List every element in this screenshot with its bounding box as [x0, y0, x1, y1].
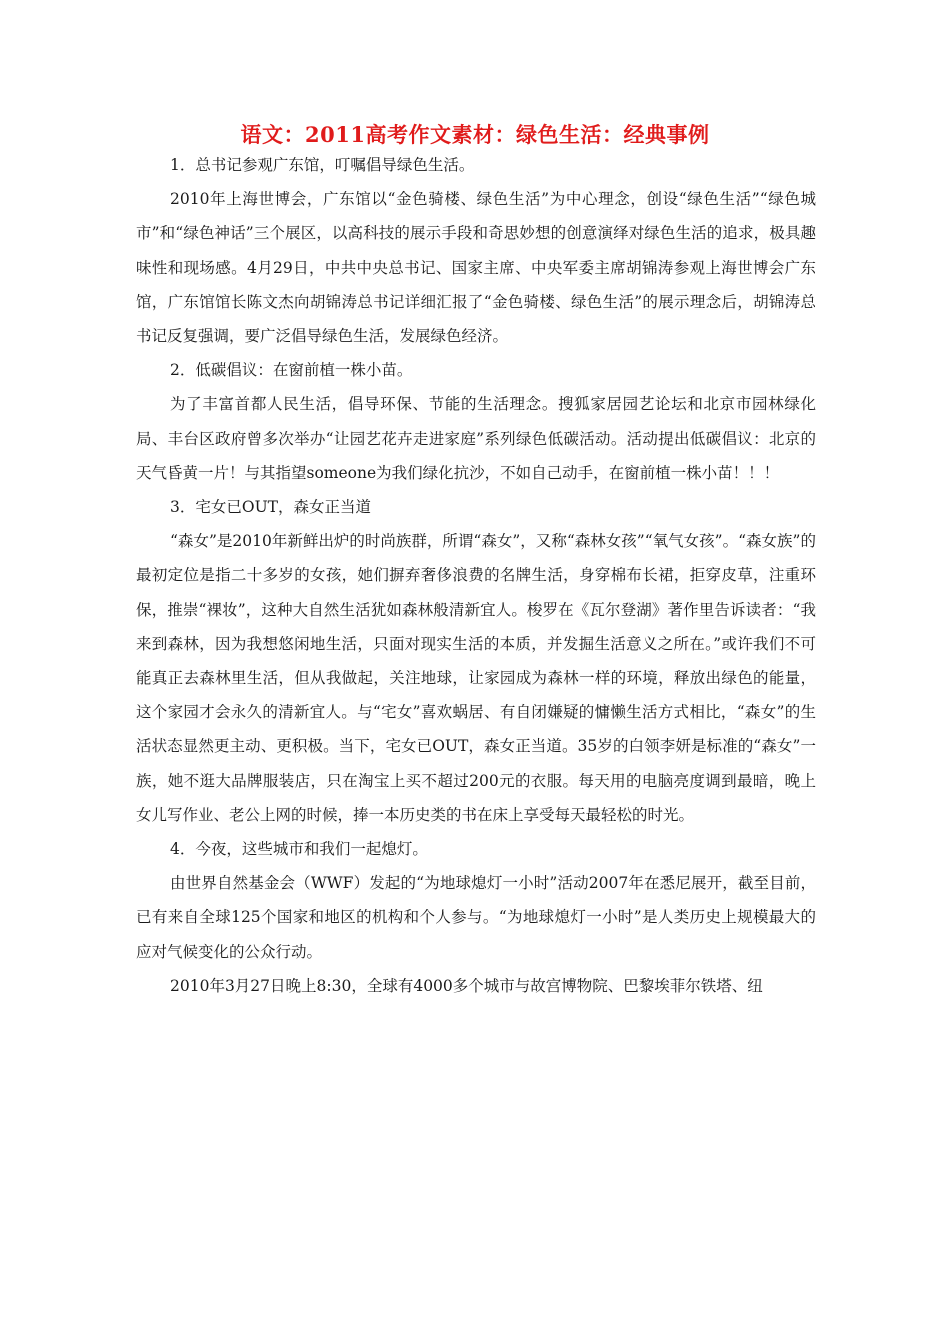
paragraph-5: 2010年3月27日晚上8:30，全球有4000多个城市与故宫博物院、巴黎埃菲尔铁塔、纽: [170, 976, 763, 995]
section-heading-4: 4．今夜，这些城市和我们一起熄灯。: [170, 840, 428, 859]
section-heading-1: 1．总书记参观广东馆，叮嘱倡导绿色生活。: [170, 156, 475, 174]
paragraph-1: 2010年上海世博会，广东馆以“金色骑楼、绿色生活”为中心理念，创设“绿色生活”“绿色城市”和“绿色神话”三个展区，以高科技的展示手段和奇思妙想的创意演绎对绿色生活的追求，极具趣味性和现场感。4月29日，中共中央总书记、国家主席、中央军委主席胡锦涛参观上海世博会广东馆，广东馆馆长陈文杰向胡锦涛总书记详细汇报了“金色骑楼、绿色生活”的展示理念后，胡锦涛总书记反复强调，要广泛倡导绿色生活，发展绿色经济。: [136, 190, 816, 346]
paragraph-4: 由世界自然基金会（WWF）发起的“为地球熄灯一小时”活动2007年在悉尼展开，截至目前，已有来自全球125个国家和地区的机构和个人参与。“为地球熄灯一小时”是人类历史上规模最大的应对气候变化的公众行动。: [136, 874, 816, 961]
section-heading-3: 3．宅女已OUT，森女正当道: [170, 498, 371, 517]
paragraph-2: 为了丰富首都人民生活，倡导环保、节能的生活理念。搜狐家居园艺论坛和北京市园林绿化局、丰台区政府曾多次举办“让园艺花卉走进家庭”系列绿色低碳活动。活动提出低碳倡议：北京的天气昏黄一片！与其指望someone为我们绿化抗沙，不如自己动手，在窗前植一株小苗！！！: [136, 395, 816, 482]
section-heading-2: 2．低碳倡议：在窗前植一株小苗。: [170, 361, 413, 380]
document-title: 语文：2011高考作文素材：绿色生活：经典事例: [240, 122, 710, 147]
paragraph-3: “森女”是2010年新鲜出炉的时尚族群，所谓“森女”，又称“森林女孩”“氧气女孩”。“森女族”的最初定位是指二十多岁的女孩，她们摒弃奢侈浪费的名牌生活，身穿棉布长裙，拒穿皮草，注重环保，推崇“裸妆”，这种大自然生活犹如森林般清新宜人。梭罗在《瓦尔登湖》著作里告诉读者：“我来到森林，因为我想悠闲地生活，只面对现实生活的本质，并发掘生活意义之所在。”或许我们不可能真正去森林里生活，但从我做起，关注地球，让家园成为森林一样的环境，释放出绿色的能量，这个家园才会永久的清新宜人。与“宅女”喜欢蜗居、有自闭嫌疑的慵懒生活方式相比，“森女”的生活状态显然更主动、更积极。当下，宅女已OUT，森女正当道。35岁的白领李妍是标准的“森女”一族，她不逛大品牌服装店，只在淘宝上买不超过200元的衣服。每天用的电脑亮度调到最暗，晚上女儿写作业、老公上网的时候，捧一本历史类的书在床上享受每天最轻松的时光。: [136, 532, 816, 824]
document-body: [136, 148, 816, 1003]
